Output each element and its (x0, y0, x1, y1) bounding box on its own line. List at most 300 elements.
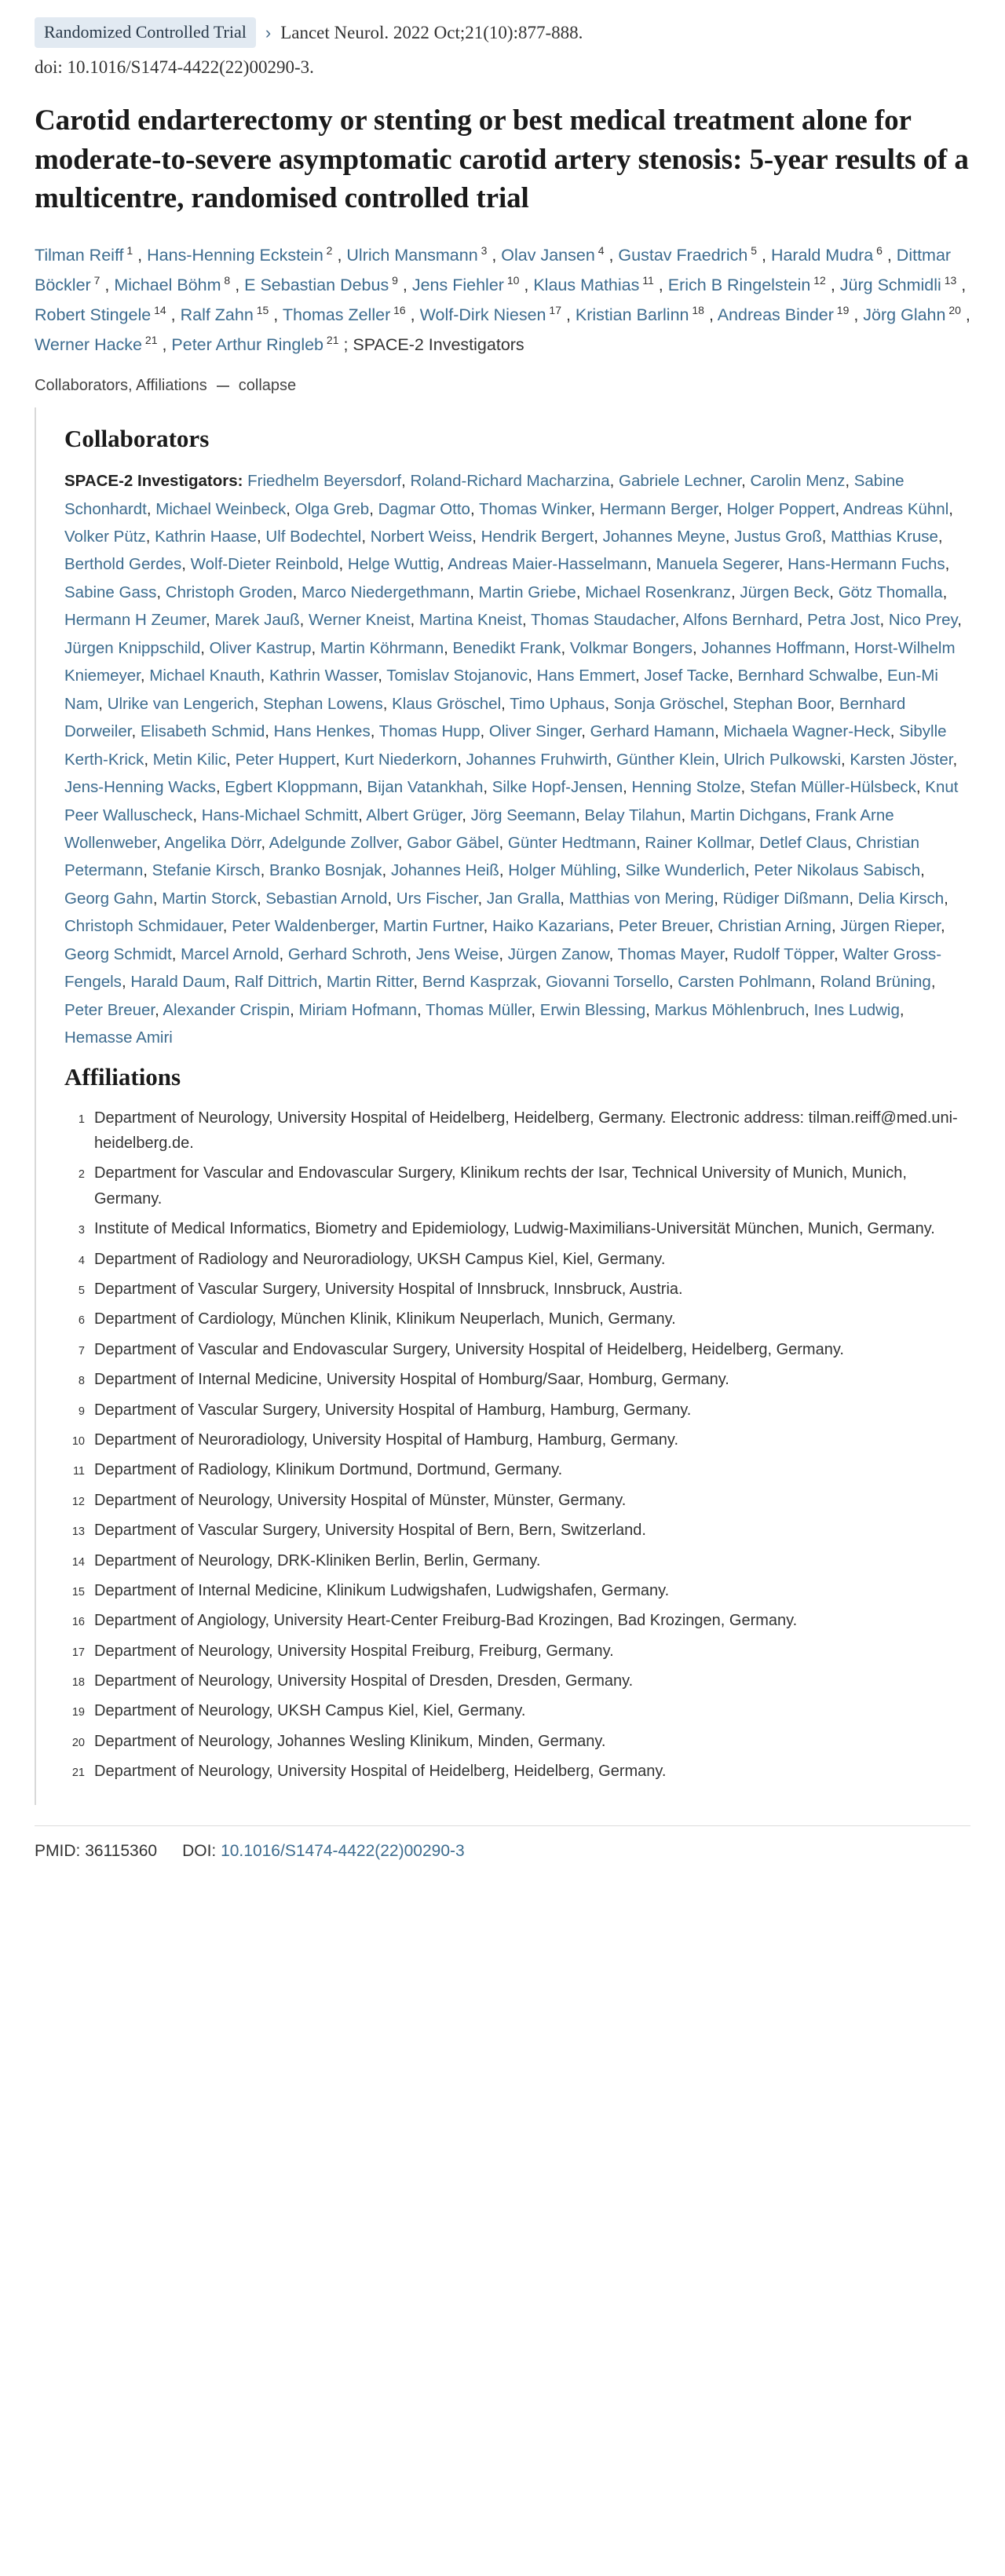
collaborator-name: Stephan Lowens (258, 694, 383, 713)
collaborator-name: Helge Wuttig (343, 555, 440, 574)
collaborator-separator: , (915, 778, 921, 797)
dash-icon (217, 385, 229, 387)
collapse-label: Collaborators, Affiliations (35, 377, 207, 395)
collaborator-separator: , (317, 973, 323, 992)
collaborator-name: Dagmar Otto (373, 499, 470, 518)
collaborator-separator: , (590, 499, 596, 518)
author-link[interactable]: Gustav Fraedrich (618, 246, 748, 265)
author-separator: , (332, 246, 347, 265)
collaborator-separator: , (849, 889, 854, 908)
collaborator-name: Michael Knauth (144, 667, 261, 685)
collaborator-separator: , (831, 917, 836, 936)
author-link[interactable]: Olav Jansen (501, 246, 595, 265)
affiliation-text: Department of Angiology, University Heart-Center Freiburg-Bad Krozingen, Bad Krozingen, Germany. (94, 1612, 798, 1630)
collaborator-separator: , (714, 889, 718, 908)
author-affiliation-marker: 10 (503, 273, 520, 287)
collaborator-separator: , (98, 694, 103, 713)
author-separator: , (157, 334, 172, 354)
author-separator: , (133, 246, 148, 265)
author-link[interactable]: Erich B Ringelstein (667, 275, 811, 294)
collaborator-separator: , (741, 472, 746, 491)
collaborator-separator: , (944, 889, 948, 908)
affiliation-text: Department of Cardiology, München Klinik, Klinikum Neuperlach, Munich, Germany. (94, 1310, 676, 1328)
collaborator-name: Jürgen Zanow (503, 945, 609, 963)
collaborator-name: Ulrike van Lengerich (103, 694, 254, 713)
collaborator-separator: , (200, 638, 205, 657)
author-link[interactable]: Kristian Barlinn (575, 305, 689, 324)
author-affiliation-marker: 20 (945, 303, 961, 316)
collaborator-separator: , (536, 973, 542, 992)
author-separator: , (100, 275, 115, 294)
affiliation-item (64, 1277, 970, 1302)
collaborator-name: Martin Köhrmann (316, 638, 444, 657)
collaborator-separator: , (744, 861, 750, 880)
collaborator-separator: , (361, 528, 367, 546)
collaborator-name: Olga Greb (290, 499, 370, 518)
collaborator-separator: , (531, 1000, 536, 1019)
affiliation-item (64, 1160, 970, 1211)
collaborator-separator: , (714, 722, 719, 741)
author-affiliation-marker: 1 (123, 244, 133, 257)
collaborator-name: Martin Storck (157, 889, 257, 908)
affiliation-item (64, 1398, 970, 1423)
collaborator-name: Matthias von Mering (565, 889, 714, 908)
collaborator-name: Jürgen Beck (735, 583, 830, 601)
collaborator-separator: , (845, 472, 850, 491)
collaborator-separator: , (335, 750, 340, 769)
author-link[interactable]: Harald Mudra (770, 246, 874, 265)
collaborator-separator: , (369, 499, 374, 518)
collaborator-separator: , (299, 611, 305, 630)
collaborator-separator: , (470, 499, 475, 518)
collaborator-separator: , (834, 945, 839, 963)
collaborator-separator: , (841, 750, 846, 769)
collaborator-separator: , (472, 528, 477, 546)
collaborator-name: Christoph Groden (161, 583, 293, 601)
collaborator-name: Bernhard Schwalbe (733, 667, 879, 685)
affiliation-item (64, 1518, 970, 1543)
collaborator-name: Bijan Vatankhah (362, 778, 484, 797)
author-separator: , (405, 305, 420, 324)
collaborator-separator: , (581, 722, 586, 741)
collaborator-separator: , (152, 889, 158, 908)
collaborator-separator: , (499, 834, 504, 853)
collaborator-separator: , (256, 889, 261, 908)
collaborator-separator: , (806, 806, 811, 824)
collaborator-name: Sonja Gröschel (609, 694, 724, 713)
affiliation-number: 13 (71, 1526, 85, 1539)
collaborator-separator: , (382, 694, 388, 713)
author-link[interactable]: Wolf-Dirk Niesen (419, 305, 546, 324)
collaborator-separator: , (560, 889, 565, 908)
affiliation-text: Department of Neurology, University Hospital of Münster, Münster, Germany. (94, 1491, 627, 1509)
collaborator-separator: , (594, 528, 598, 546)
collaborator-separator: , (723, 694, 729, 713)
collaborator-separator: , (257, 528, 261, 546)
affiliation-number: 2 (78, 1168, 85, 1182)
collaborator-name: Bernhard Dorweiler (64, 694, 906, 741)
affiliation-number: 12 (71, 1495, 85, 1508)
author-link[interactable]: Dittmar Böckler (35, 246, 952, 294)
publication-type-badge[interactable]: Randomized Controlled Trial (35, 17, 256, 48)
collaborator-name: Bernd Kasprzak (418, 973, 537, 992)
collaborator-name: Roland Brüning (815, 973, 931, 992)
collaborator-name: Klaus Gröschel (387, 694, 502, 713)
collaborator-name: Angelika Dörr (160, 834, 261, 853)
collaborator-name: Horst-Wilhelm Kniemeyer (64, 638, 956, 685)
collapse-action[interactable]: collapse (238, 377, 297, 395)
collaborator-name: Andreas Maier-Hasselmann (444, 555, 648, 574)
collaborator-name: Nico Prey (884, 611, 958, 630)
collaborator-name: Günter Hedtmann (503, 834, 636, 853)
collaborator-name: Timo Uphaus (505, 694, 605, 713)
collaborator-separator: , (609, 472, 615, 491)
journal-citation[interactable]: Lancet Neurol. 2022 Oct;21(10):877-888. (280, 22, 583, 42)
affiliation-item (64, 1608, 970, 1633)
author-separator: , (757, 246, 771, 265)
collaborator-separator: , (338, 555, 344, 574)
author-link[interactable]: Jörg Glahn (863, 305, 946, 324)
collaborator-name: Silke Hopf-Jensen (488, 778, 623, 797)
collaborator-name: Albert Grüger (362, 806, 462, 824)
collaborator-separator: , (561, 638, 566, 657)
author-link[interactable]: Tilman Reiff (35, 246, 124, 265)
collaborator-name: Frank Arne Wollenweber (64, 806, 894, 853)
affiliation-number: 11 (72, 1465, 85, 1478)
collaborator-name: Jürgen Rieper (835, 917, 941, 936)
collaborator-name: Sebastian Arnold (261, 889, 388, 908)
author-link[interactable]: Ulrich Mansmann (346, 246, 478, 265)
doi-label: DOI: (182, 1841, 217, 1860)
collaborator-separator: , (878, 667, 883, 685)
affiliation-item (64, 1668, 970, 1694)
collaborator-separator: , (499, 861, 504, 880)
collaborator-name: Jens Weise (411, 945, 499, 963)
collaborator-separator: , (846, 834, 852, 853)
collaborator-name: Markus Möhlenbruch (649, 1000, 806, 1019)
collaborator-separator: , (156, 834, 161, 853)
author-affiliation-marker: 15 (253, 303, 269, 316)
affiliation-text: Department of Neurology, Johannes Wesling Klinikum, Minden, Germany. (94, 1732, 606, 1750)
affiliation-number: 9 (78, 1405, 85, 1418)
affiliation-text: Department of Neurology, UKSH Campus Kiel, Kiel, Germany. (94, 1702, 526, 1720)
author-affiliation-marker: 3 (477, 244, 488, 257)
collaborator-name: Georg Schmidt (64, 945, 172, 963)
author-separator: , (269, 305, 283, 324)
collaborator-separator: , (607, 750, 612, 769)
collaborator-name: Ines Ludwig (809, 1000, 900, 1019)
collaborators-affiliations-toggle[interactable] (35, 377, 970, 395)
collaborator-name: Detlef Claus (755, 834, 847, 853)
affiliation-list (64, 1105, 970, 1785)
collaborator-separator: , (279, 945, 284, 963)
author-affiliation-marker: 11 (639, 273, 654, 287)
collaborator-name: Stefanie Kirsch (147, 861, 261, 880)
collaborator-separator: , (358, 806, 363, 824)
collaborator-separator: , (401, 472, 406, 491)
collaborator-name: Roland-Richard Macharzina (405, 472, 610, 491)
collaborator-name: Berthold Gerdes (64, 555, 182, 574)
collaborator-separator: , (378, 667, 382, 685)
collaborator-separator: , (616, 861, 621, 880)
affiliation-item (64, 1698, 970, 1723)
author-separator: ; (338, 334, 353, 354)
affiliation-number: 3 (78, 1224, 85, 1237)
affiliation-number: 17 (71, 1646, 85, 1659)
affiliation-text: Department of Neurology, University Hospital of Dresden, Dresden, Germany. (94, 1672, 634, 1690)
collaborator-name: Ulf Bodechtel (261, 528, 362, 546)
collaborator-name: Elisabeth Schmid (136, 722, 265, 741)
collaborator-separator: , (668, 973, 674, 992)
collaborator-name: Stephan Boor (728, 694, 831, 713)
affiliation-item (64, 1337, 970, 1362)
affiliation-item (64, 1457, 970, 1482)
affiliation-item (64, 1488, 970, 1513)
collaborator-name: Thomas Staudacher (526, 611, 675, 630)
affiliation-text: Department of Vascular Surgery, University Hospital of Innsbruck, Innsbruck, Austria. (94, 1280, 683, 1298)
collaborator-name: Holger Poppert (722, 499, 835, 518)
collaborator-separator: , (798, 611, 803, 630)
affiliation-item (64, 1578, 970, 1603)
affiliation-text: Department of Neurology, University Hospital Freiburg, Freiburg, Germany. (94, 1642, 614, 1660)
collaborator-separator: , (821, 528, 827, 546)
collaborator-separator: , (576, 583, 581, 601)
collaborator-separator: , (260, 861, 265, 880)
collaborator-separator: , (645, 1000, 650, 1019)
author-link[interactable]: Peter Arthur Ringleb (171, 334, 324, 354)
collaborator-name: Haiko Kazarians (488, 917, 610, 936)
author-affiliation-marker: 13 (941, 273, 957, 287)
affiliation-item (64, 1367, 970, 1392)
affiliation-number: 14 (71, 1555, 85, 1569)
collaborator-name: Peter Breuer (64, 1000, 155, 1019)
affiliation-item (64, 1639, 970, 1664)
affiliation-number: 16 (71, 1616, 85, 1629)
page-title: Carotid endarterectomy or stenting or best medical treatment alone for moderate-to-severe asymptomatic carotid artery stenosis: 5-year results of a multicentre, randomised controlled trial (35, 104, 969, 214)
author-separator: , (230, 275, 245, 294)
collaborator-separator: , (439, 555, 444, 574)
collaborator-name: Walter Gross-Fengels (64, 945, 942, 992)
collaborator-name: Hans Emmert (532, 667, 635, 685)
collaborator-name: Ralf Dittrich (229, 973, 318, 992)
author-separator: , (882, 246, 897, 265)
author-link[interactable]: Jens Fiehler (411, 275, 504, 294)
collaborator-separator: , (145, 528, 151, 546)
collaborator-name: Hermann Berger (595, 499, 718, 518)
collaborator-name: Holger Mühling (503, 861, 617, 880)
collaborator-name: Rudolf Töpper (728, 945, 835, 963)
affiliation-text: Department of Neurology, DRK-Kliniken Berlin, Berlin, Germany. (94, 1551, 541, 1569)
collaborator-name: Günther Klein (612, 750, 715, 769)
collaborator-name: Hans Henkes (269, 722, 371, 741)
author-link[interactable]: Ralf Zahn (180, 305, 254, 324)
affiliation-text: Department of Internal Medicine, University Hospital of Homburg/Saar, Homburg, Germany. (94, 1371, 729, 1389)
author-separator: , (487, 246, 502, 265)
collaborator-name: Kurt Niederkorn (339, 750, 458, 769)
doi-link[interactable]: 10.1016/S1474-4422(22)00290-3 (221, 1841, 465, 1860)
author-separator: , (519, 275, 534, 294)
collaborator-separator: , (634, 667, 640, 685)
collaborator-separator: , (457, 750, 462, 769)
collaborator-name: Harald Daum (126, 973, 226, 992)
affiliation-number: 4 (78, 1254, 85, 1267)
collaborator-separator: , (156, 583, 162, 601)
collaborator-name: Silke Wunderlich (620, 861, 745, 880)
collaborator-name: Delia Kirsch (853, 889, 945, 908)
author-separator: , (166, 305, 181, 324)
collaborator-separator: , (480, 722, 485, 741)
author-link[interactable]: Andreas Binder (717, 305, 834, 324)
collaborator-separator: , (226, 750, 231, 769)
affiliation-item (64, 1729, 970, 1754)
collaborator-separator: , (413, 973, 418, 992)
author-affiliation-marker: 4 (594, 244, 605, 257)
collaborator-name: Matthias Kruse (826, 528, 938, 546)
collaborator-separator: , (829, 583, 834, 601)
collaborator-name: Thomas Winker (474, 499, 591, 518)
collaborator-name: Egbert Kloppmann (220, 778, 359, 797)
author-link[interactable]: Thomas Zeller (282, 305, 391, 324)
collaborator-name: Alexander Crispin (159, 1000, 291, 1019)
collaborators-heading: Collaborators (64, 425, 210, 453)
collaborator-separator: , (444, 638, 448, 657)
collaborator-separator: , (382, 861, 387, 880)
collaborator-separator: , (937, 528, 943, 546)
affiliation-item (64, 1759, 970, 1784)
collaborator-name: Johannes Fruhwirth (461, 750, 608, 769)
author-link[interactable]: Werner Hacke (35, 334, 143, 354)
collaborator-separator: , (941, 917, 945, 936)
collaborators-list (64, 467, 970, 1052)
collaborator-name: Jens-Henning Wacks (64, 778, 216, 797)
affiliation-text: Department of Radiology and Neuroradiology, UKSH Campus Kiel, Kiel, Germany. (94, 1250, 666, 1268)
collaborator-separator: , (222, 917, 228, 936)
collaborator-name: Götz Thomalla (834, 583, 943, 601)
affiliation-number: 10 (71, 1434, 85, 1448)
collaborator-name: Branko Bosnjak (265, 861, 382, 880)
author-separator: , (561, 305, 576, 324)
collaborator-name: Andreas Kühnl (839, 499, 949, 518)
affiliation-text: Institute of Medical Informatics, Biometry and Epidemiology, Ludwig-Maximilians-Universität München, Munich, Germany. (94, 1220, 935, 1238)
pmid-label: PMID: (35, 1841, 81, 1860)
collaborator-separator: , (254, 694, 259, 713)
collaborator-name: Peter Nikolaus Sabisch (749, 861, 921, 880)
affiliation-number: 21 (71, 1767, 85, 1780)
collaborator-name: Peter Breuer (614, 917, 709, 936)
collaborator-separator: , (945, 555, 950, 574)
pmid-value: 36115360 (85, 1841, 158, 1860)
collaborator-name: Tomislav Stojanovic (382, 667, 528, 685)
collaborator-separator: , (121, 973, 126, 992)
affiliation-text: Department of Vascular Surgery, University Hospital of Bern, Bern, Switzerland. (94, 1522, 646, 1540)
collaborator-name: Urs Fischer (392, 889, 478, 908)
collaborator-separator: , (410, 611, 415, 630)
collaborator-name: Rainer Kollmar (640, 834, 751, 853)
collaborator-separator: , (528, 667, 532, 685)
affiliation-text: Department of Neuroradiology, University Hospital of Hamburg, Hamburg, Germany. (94, 1431, 679, 1449)
citation-header (35, 17, 970, 48)
collaborator-name: Michaela Wagner-Heck (718, 722, 890, 741)
doi-line: doi: 10.1016/S1474-4422(22)00290-3. (35, 57, 314, 78)
collaborator-separator: , (397, 834, 403, 853)
author-link[interactable]: Jürg Schmidli (839, 275, 941, 294)
affiliation-item (64, 1105, 970, 1156)
affiliation-number: 7 (78, 1344, 85, 1357)
collaborator-separator: , (499, 945, 504, 963)
collaborator-name: Norbert Weiss (366, 528, 473, 546)
collaborator-separator: , (576, 806, 580, 824)
collaborator-separator: , (192, 806, 198, 824)
collaborator-separator: , (948, 499, 953, 518)
collaborator-separator: , (942, 583, 948, 601)
collaborator-name: Peter Waldenberger (227, 917, 375, 936)
collaborator-separator: , (181, 555, 186, 574)
author-affiliation-marker: 17 (546, 303, 561, 316)
collaborator-separator: , (470, 583, 474, 601)
author-link[interactable]: Klaus Mathias (533, 275, 640, 294)
collaborator-name: Eun-Mi Nam (64, 667, 938, 713)
collaborator-separator: , (890, 722, 895, 741)
collaborator-separator: , (674, 611, 680, 630)
collaborator-separator: , (143, 861, 148, 880)
collaborator-name: Benedikt Frank (448, 638, 561, 657)
collaborator-separator: , (215, 778, 221, 797)
author-link[interactable]: Hans-Henning Eckstein (147, 246, 323, 265)
collaborator-separator: , (681, 806, 686, 824)
author-affiliation-marker: 18 (689, 303, 704, 316)
collaborator-separator: , (740, 778, 746, 797)
author-link[interactable]: E Sebastian Debus (244, 275, 389, 294)
author-separator: , (397, 275, 412, 294)
collaborator-separator: , (477, 889, 483, 908)
collaborator-name: Kathrin Haase (150, 528, 258, 546)
affiliation-number: 20 (71, 1736, 85, 1749)
collaborator-separator: , (260, 667, 265, 685)
collaborator-name: Alfons Bernhard (679, 611, 799, 630)
collaborator-name: Peter Huppert (230, 750, 336, 769)
collaborator-name: Gabor Gäbel (402, 834, 499, 853)
collaborator-separator: , (407, 945, 412, 963)
collaborator-separator: , (647, 555, 652, 574)
collaborator-separator: , (290, 1000, 294, 1019)
affiliation-number: 5 (78, 1284, 85, 1297)
collaborator-name: Kathrin Wasser (265, 667, 378, 685)
collaborator-name: Sibylle Kerth-Krick (64, 722, 947, 769)
collaborator-name: Adelgunde Zollver (265, 834, 398, 853)
collaborator-separator: , (750, 834, 755, 853)
collaborator-name: Belay Tilahun (579, 806, 682, 824)
author-link[interactable]: Robert Stingele (35, 305, 152, 324)
collaborator-name: Martin Ritter (322, 973, 414, 992)
affiliation-item (64, 1247, 970, 1272)
collaborator-name: Hemasse Amiri (64, 1029, 173, 1047)
collaborator-separator: , (416, 1000, 422, 1019)
affiliation-number: 6 (78, 1314, 85, 1328)
affiliation-item (64, 1548, 970, 1573)
collaborator-name: Giovanni Torsello (541, 973, 669, 992)
collaborator-separator: , (131, 722, 137, 741)
author-affiliation-marker: 21 (142, 333, 158, 346)
collaborator-separator: , (714, 750, 720, 769)
collaborator-name: Justus Groß (729, 528, 822, 546)
affiliation-item (64, 1216, 970, 1241)
author-separator: , (849, 305, 864, 324)
collaborator-separator: , (265, 722, 269, 741)
collaborator-separator: , (605, 694, 610, 713)
affiliation-number: 1 (78, 1113, 85, 1126)
author-link[interactable]: Michael Böhm (114, 275, 221, 294)
collaborator-name: Georg Gahn (64, 889, 153, 908)
